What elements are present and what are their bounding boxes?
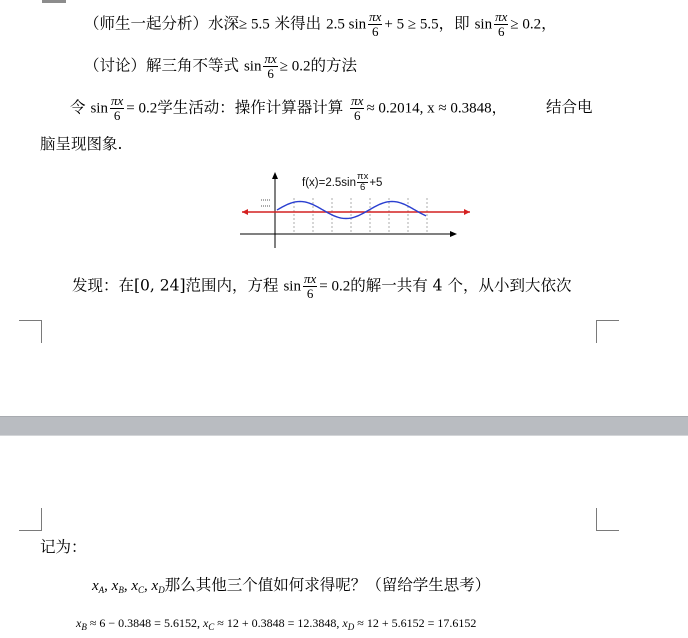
line-text: （师生一起分析）水深 [84,14,240,33]
line-text: 令 [70,98,91,117]
x-axis-arrow [450,231,457,237]
graph-fraction-denominator: 6 [360,182,366,193]
math-coef: 2.5 sin [326,16,367,33]
line-text: ， [541,14,557,33]
fraction-numerator: πx [264,51,277,66]
math-ineq: ≥ 0.2 [510,16,542,33]
variable-x: x [92,578,99,594]
fraction [263,52,277,81]
sine-graph-figure [240,170,472,250]
line-text: 发现：在[0, 24]范围内，方程 [72,276,284,295]
activity-line-end: 结合电 [546,98,593,116]
math-ineq: ≥ 0.2 [279,58,311,75]
fraction-numerator: πx [495,9,508,24]
analysis-line [84,10,557,39]
fraction-denominator: 6 [497,24,505,39]
graph-gridlines [294,198,427,234]
variables-list: $x_A$, $x_B$, $x_C$, $x_D$ [92,578,165,595]
line-text: （讨论）解三角不等式 [84,56,244,75]
crop-mark [19,320,42,343]
variable-subscript: B [81,622,87,632]
graph-fraction-numerator: πx [357,171,369,182]
math-eq: = 0.2 [126,100,158,117]
crop-mark [19,508,42,531]
line-text: ，即 [438,14,475,33]
crop-mark [596,320,619,343]
line-text: 学生活动：操作计算器计算 [157,98,349,117]
fraction [303,272,317,301]
document-page-2 [0,436,688,634]
fraction-denominator: 6 [113,108,121,123]
horizontal-line-arrow [242,209,248,215]
variable-subscript: A [98,585,105,595]
question-line [92,574,490,601]
variable-subscript: B [118,585,124,595]
variable-subscript: C [208,622,215,632]
fraction [494,10,508,39]
fraction [368,10,382,39]
fraction-denominator: 6 [372,24,379,39]
fraction-numerator: πx [303,271,317,286]
solution-values-line: $x_B \approx 6 - 0.3848 = 5.6152$, $x_C \approx 12 + 0.3848 = 12.3848$, $x_D \approx 12 + 5.6152 = 17.6152$ [76,616,477,632]
graph-function-label [302,172,382,193]
fraction-denominator: 6 [354,108,361,123]
line-text: 的解一共有 4 个，从小到大依次 [350,276,572,295]
graph-label-suffix: +5 [369,176,383,189]
present-graph-line: 脑呈现图象. [40,135,123,153]
variable-x: x [342,616,348,630]
fraction-numerator: πx [110,93,124,108]
graph-ticks [261,200,271,212]
line-text: 的方法 [310,56,357,75]
fraction-denominator: 6 [306,286,314,301]
line-text: 那么其他三个值如何求得呢？（留给学生思考） [164,576,491,594]
line-text: 米得出 [269,14,327,33]
variable-subscript: D [158,585,165,595]
math-sin: sin [243,58,262,75]
y-axis-arrow [272,172,278,179]
fraction [350,94,364,123]
variable-x: x [131,578,139,594]
discussion-line [84,52,357,81]
math-ineq: + 5 ≥ 5.5 [384,16,439,33]
activity-line [70,94,507,123]
discovery-line [72,272,571,301]
sine-curve [277,202,426,219]
variable-x: x [151,578,159,594]
fraction-numerator: πx [351,93,364,108]
variable-x: x [111,578,119,594]
page-top-mark [42,0,66,3]
math-approx: ≈ 0.2014, x ≈ 0.3848， [366,100,507,117]
variable-x: x [202,616,209,630]
math-sin: sin [283,278,301,295]
fraction-numerator: πx [369,9,382,24]
crop-mark [596,508,619,531]
fraction-denominator: 6 [267,66,274,81]
math-sin: sin [474,16,493,33]
variable-x: x [76,616,82,630]
graph-label-prefix: f(x)=2.5sin [302,176,357,189]
horizontal-line-arrow [464,209,470,215]
variable-subscript: C [138,585,145,595]
math-sin: sin [90,100,108,117]
math-eq: = 0.2 [319,278,351,295]
math-ineq: ≥ 5.5 [239,16,270,33]
fraction [110,94,124,123]
graph-label-fraction [357,172,368,193]
page-separator [0,416,688,436]
record-as-line: 记为： [40,538,87,556]
variable-subscript: D [347,622,355,632]
